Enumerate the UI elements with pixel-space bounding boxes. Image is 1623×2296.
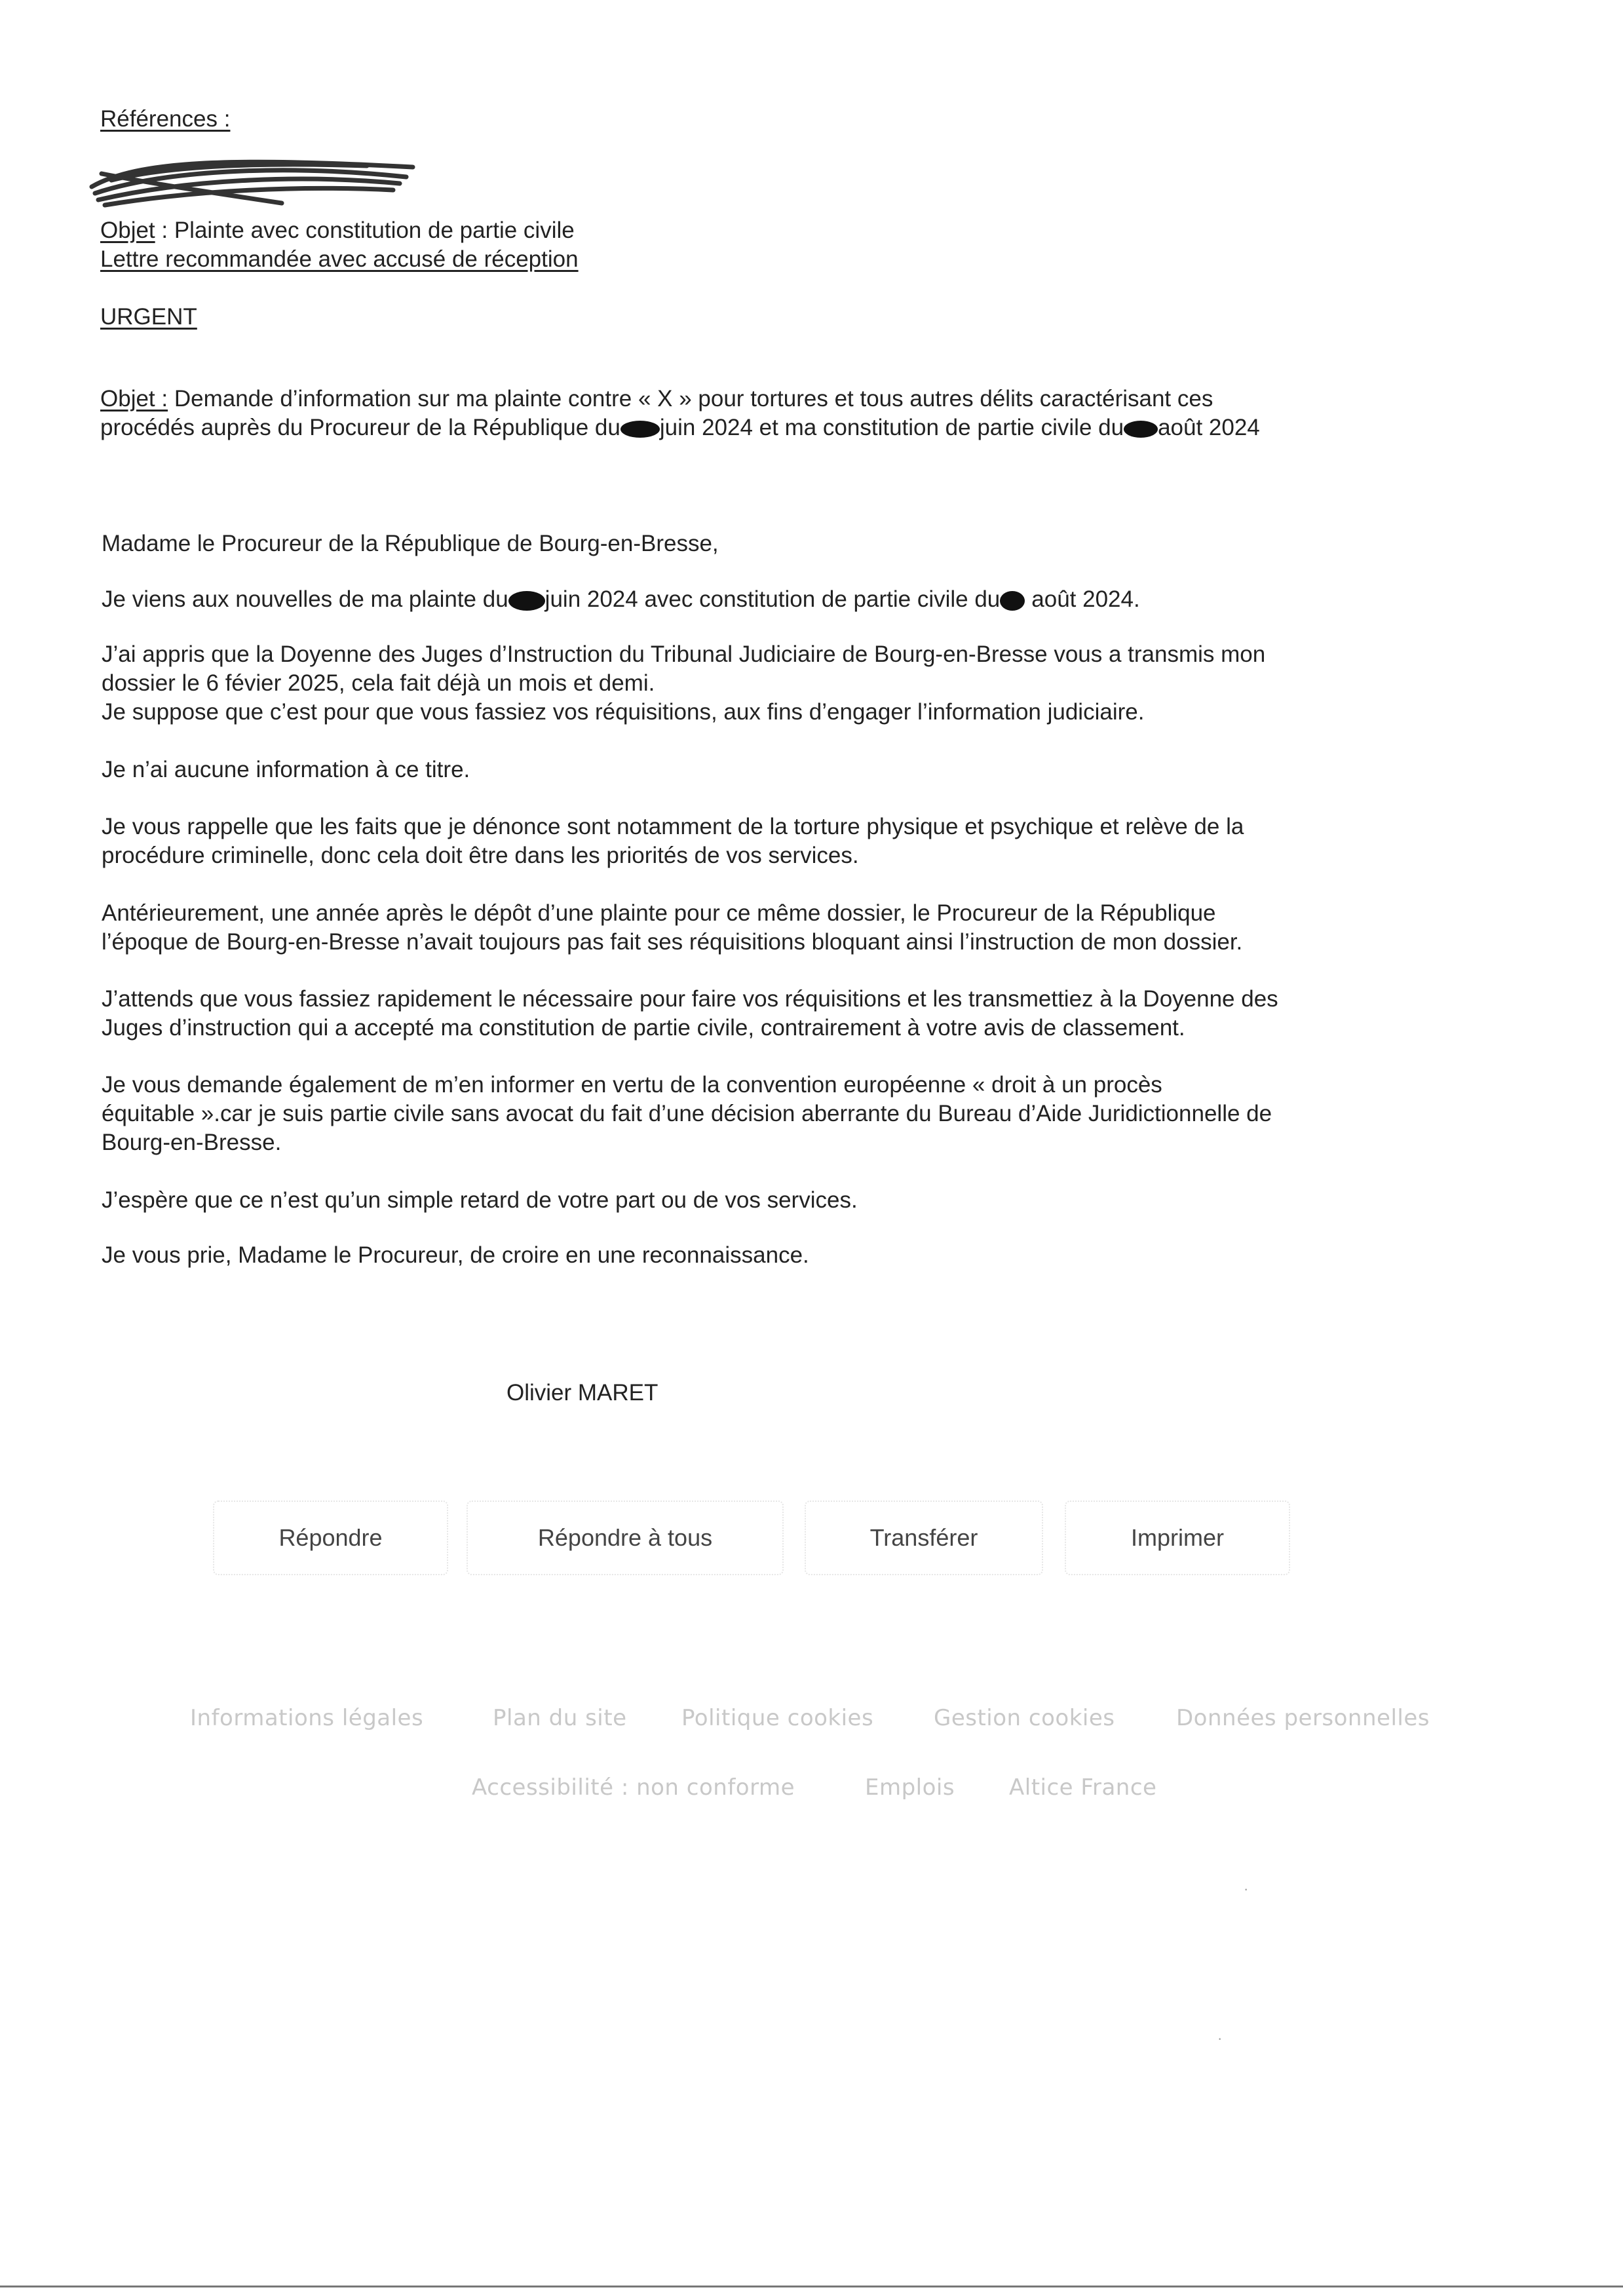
signature-name: Olivier MARET (506, 1380, 659, 1406)
paragraph-2-line-3: Je suppose que c’est pour que vous fassiez vos réquisitions, aux fins d’engager l’information judiciaire. (102, 699, 1145, 725)
paragraph-4-line-2: procédure criminelle, donc cela doit être dans les priorités de vos services. (102, 843, 859, 868)
paragraph-3: Je n’ai aucune information à ce titre. (102, 757, 470, 782)
redaction-blot (508, 591, 545, 611)
paragraph-8: J’espère que ce n’est qu’un simple retard de votre part ou de vos services. (102, 1187, 858, 1213)
paragraph-7-line-1: Je vous demande également de m’en informer en vertu de la convention européenne « droit à un procès (102, 1072, 1162, 1098)
paragraph-6-line-1: J’attends que vous fassiez rapidement le nécessaire pour faire vos réquisitions et les transmettiez à la Doyenne des (102, 986, 1278, 1012)
footer-link-jobs[interactable]: Emplois (865, 1774, 955, 1801)
redaction-scribble-icon (85, 154, 426, 213)
scan-speck: · (1244, 1881, 1249, 1897)
footer-link-altice[interactable]: Altice France (1009, 1774, 1157, 1801)
salutation: Madame le Procureur de la République de Bourg-en-Bresse, (102, 531, 719, 556)
urgent-label: URGENT (100, 304, 197, 330)
paragraph-5-line-2: l’époque de Bourg-en-Bresse n’avait toujours pas fait ses réquisitions bloquant ainsi l’instruction de mon dossier. (102, 929, 1243, 955)
page-edge-line (0, 2286, 1623, 2287)
objet-line-1 (100, 216, 575, 245)
redaction-blot (1124, 421, 1158, 438)
reply-all-button[interactable]: Répondre à tous (467, 1501, 784, 1575)
objet-label-2: Objet : (100, 386, 168, 411)
scan-speck: · (1217, 2030, 1223, 2046)
closing: Je vous prie, Madame le Procureur, de croire en une reconnaissance. (102, 1242, 809, 1268)
footer-link-legal[interactable]: Informations légales (190, 1705, 424, 1731)
objet-label-1: Objet (100, 218, 155, 243)
objet-text-1: : Plainte avec constitution de partie civile (155, 218, 575, 243)
paragraph-7-line-3: Bourg-en-Bresse. (102, 1130, 282, 1155)
paragraph-1: Je viens aux nouvelles de ma plainte du juin 2024 avec constitution de partie civile du août 2024. (102, 586, 1140, 612)
footer-link-sitemap[interactable]: Plan du site (493, 1705, 627, 1731)
objet-line-3: procédés auprès du Procureur de la République du juin 2024 et ma constitution de partie civile du août 2024 (100, 415, 1260, 440)
paragraph-7-line-2: équitable ».car je suis partie civile sans avocat du fait d’une décision aberrante du Bureau d’Aide Juridictionnelle de (102, 1101, 1272, 1126)
objet-line-2 (100, 385, 1213, 413)
paragraph-2-line-2: dossier le 6 févier 2025, cela fait déjà un mois et demi. (102, 670, 655, 696)
paragraph-4-line-1: Je vous rappelle que les faits que je dénonce sont notamment de la torture physique et psychique et relève de la (102, 814, 1244, 839)
footer-link-cookie-management[interactable]: Gestion cookies (934, 1705, 1115, 1731)
paragraph-2-line-1: J’ai appris que la Doyenne des Juges d’Instruction du Tribunal Judiciaire de Bourg-en-Bresse vous a transmis mon (102, 641, 1266, 667)
redaction-blot (621, 421, 660, 438)
paragraph-6-line-2: Juges d’instruction qui a accepté ma constitution de partie civile, contrairement à votre avis de classement. (102, 1015, 1185, 1041)
references-heading: Références : (100, 106, 231, 132)
print-button[interactable]: Imprimer (1065, 1501, 1290, 1575)
footer-link-accessibility[interactable]: Accessibilité : non conforme (472, 1774, 795, 1801)
objet-text-2a: Demande d’information sur ma plainte contre « X » pour tortures et tous autres délits caractérisant ces (168, 386, 1213, 411)
reply-button[interactable]: Répondre (213, 1501, 448, 1575)
forward-button[interactable]: Transférer (805, 1501, 1043, 1575)
footer-link-personal-data[interactable]: Données personnelles (1176, 1705, 1430, 1731)
footer-link-cookie-policy[interactable]: Politique cookies (681, 1705, 874, 1731)
registered-letter-line: Lettre recommandée avec accusé de réception (100, 246, 579, 272)
paragraph-5-line-1: Antérieurement, une année après le dépôt d’une plainte pour ce même dossier, le Procureur de la République (102, 900, 1216, 926)
redaction-blot (1000, 591, 1025, 611)
